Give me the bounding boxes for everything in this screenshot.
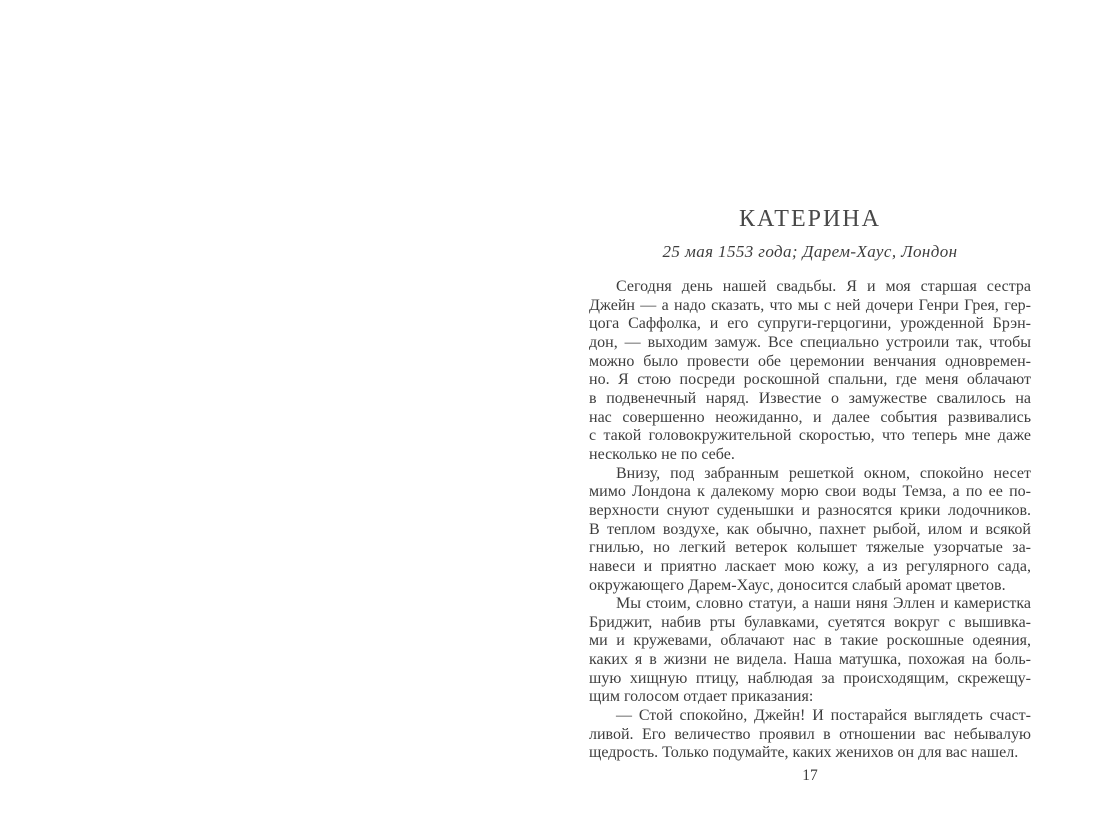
text-line: но. Я стою посреди роскошной спальни, где меня облачают [589, 371, 1031, 389]
text-line: ливой. Его величество проявил в отношении вас небывалую [589, 725, 1031, 743]
text-line: гнилью, но легкий ветерок колышет тяжелые узорчатые за- [589, 539, 1031, 557]
text-line: Внизу, под забранным решеткой окном, спокойно несет [616, 464, 1031, 482]
text-line: Бриджит, набив рты булавками, суетятся вокруг с вышивка- [589, 613, 1031, 631]
text-line: шую хищную птицу, наблюдая за происходящим, скрежещу- [589, 669, 1031, 687]
text-line: верхности снуют суденышки и разносятся крики лодочников. [589, 501, 1031, 519]
chapter-dateline: 25 мая 1553 года; Дарем-Хаус, Лондон [662, 242, 958, 261]
text-line: ми и кружевами, облачают нас в такие роскошные одеяния, [589, 632, 1031, 650]
text-line: В теплом воздухе, как обычно, пахнет рыбой, илом и всякой [589, 520, 1031, 538]
text-line: щедрость. Только подумайте, каких женихов он для вас нашел. [589, 744, 1019, 762]
body-text [589, 278, 1031, 763]
text-line: с такой головокружительной скоростью, что теперь мне даже [589, 427, 1031, 445]
text-line: Джейн — а надо сказать, что мы с ней дочери Генри Грея, гер- [589, 296, 1031, 314]
text-line: цога Саффолка, и его супруги-герцогини, урожденной Брэн- [589, 315, 1031, 333]
text-line: в подвенечный наряд. Известие о замужестве свалилось на [589, 389, 1031, 407]
page-number: 17 [802, 767, 818, 785]
chapter-title: КАТЕРИНА [739, 206, 881, 232]
text-line: щим голосом отдает приказания: [589, 688, 814, 706]
text-line: Сегодня день нашей свадьбы. Я и моя старшая сестра [616, 278, 1031, 295]
text-line: несколько не по себе. [589, 445, 735, 463]
text-line: можно было провести обе церемонии венчания одновремен- [589, 352, 1031, 370]
text-line: нас совершенно неожиданно, и далее события развивались [589, 408, 1031, 426]
text-line: окружающего Дарем-Хаус, доносится слабый аромат цветов. [589, 576, 1006, 594]
text-line: навеси и приятно ласкает мою кожу, а из регулярного сада, [589, 557, 1031, 575]
text-line: мимо Лондона к далекому морю свои воды Темза, а по ее по- [589, 483, 1031, 501]
text-block [589, 206, 1031, 785]
text-line: каких я в жизни не видела. Наша матушка, похожая на боль- [589, 651, 1031, 669]
text-line: дон, — выходим замуж. Все специально устроили так, чтобы [589, 333, 1031, 351]
text-line: Мы стоим, словно статуи, а наши няня Эллен и камеристка [616, 595, 1031, 613]
text-line: — Стой спокойно, Джейн! И постарайся выглядеть счаст- [616, 707, 1031, 725]
